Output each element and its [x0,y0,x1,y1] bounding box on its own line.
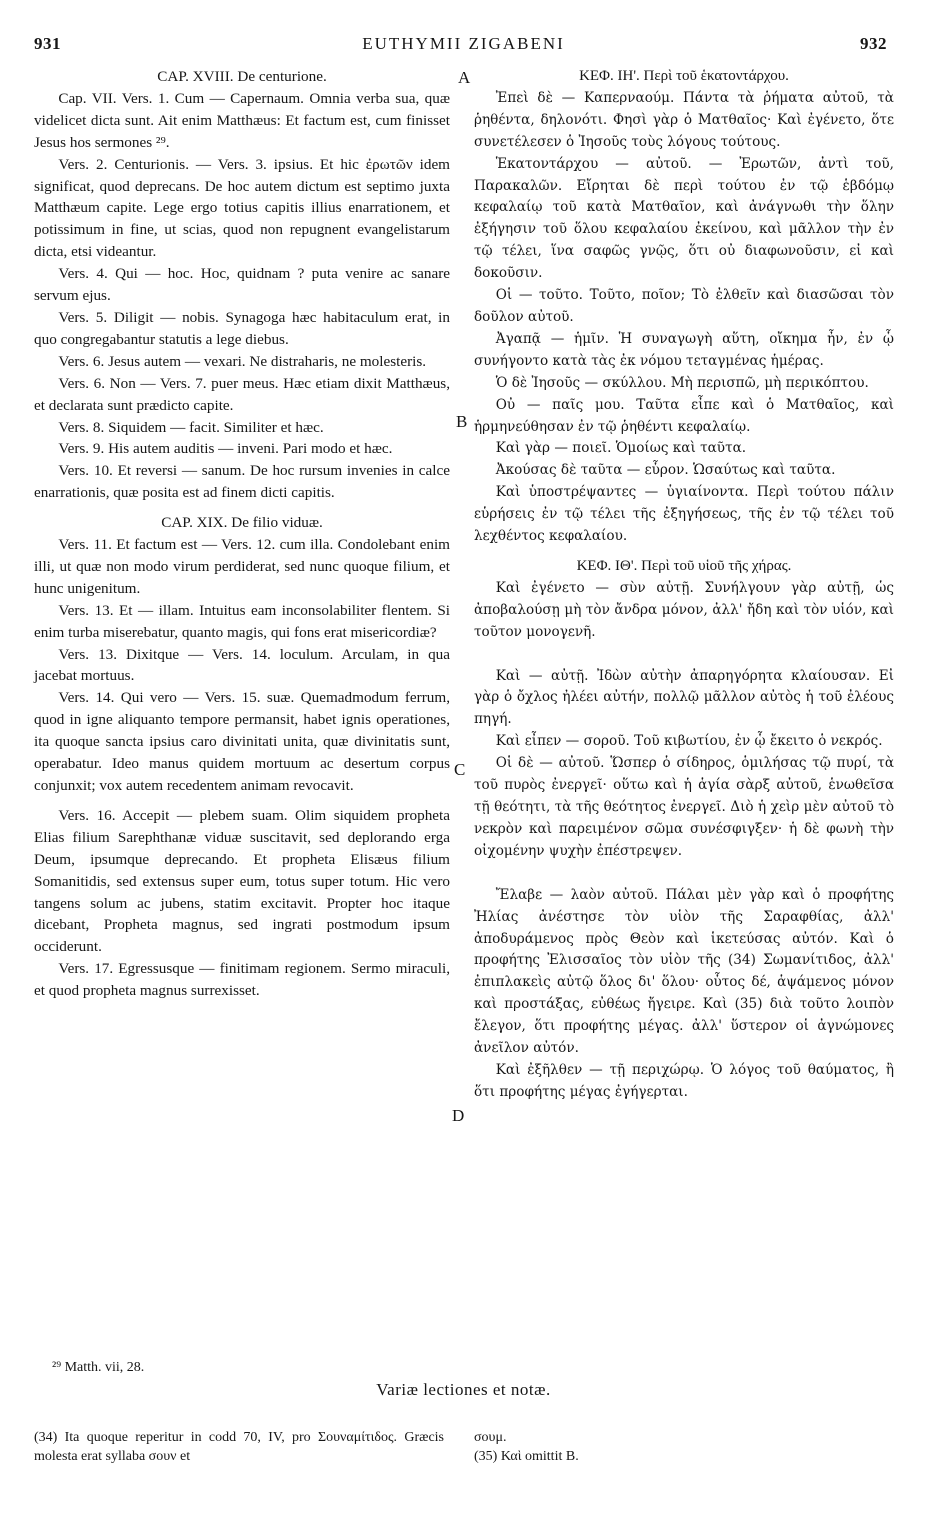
latin-paragraph: Vers. 8. Siquidem — facit. Similiter et hæc. [58,418,324,436]
greek-paragraph: Καὶ ἐγένετο — σὺν αὐτῇ. Συνήλγουν γὰρ αὐτῇ, ὡς ἀποβαλούσῃ μὴ τὸν ἄνδρα μόνον, ἀλλ' ἤδη καὶ τὸν υἱόν, καὶ τοῦτον μονογενῆ. [474,579,894,640]
greek-paragraph: Ἐπεὶ δὲ — Καπερναούμ. Πάντα τὰ ῥήματα αὐτοῦ, τὰ ῥηθέντα, δηλονότι. Φησὶ γὰρ ὁ Ματθαῖος· Καὶ ἐγένετο, ὅτε συνετέλεσεν ὁ Ἰησοῦς τοὺς λόγους τούτους. [474,89,894,150]
latin-column [34,66,450,1002]
greek-paragraph: ΚΕΦ. ΙΘ'. Περὶ τοῦ υἱοῦ τῆς χήρας. [576,557,792,574]
greek-paragraph: Ἔλαβε — λαὸν αὐτοῦ. Πάλαι μὲν γὰρ καὶ ὁ προφήτης Ἠλίας ἀνέστησε τὸν υἱὸν τῆς Σαραφθίας, ἀλλ' ἀποδυράμενος πρὸς Θεὸν καὶ ἱκετεύσας αὐτόν. Καὶ ὁ προφήτης Ἐλισσαῖος τὸν υἱὸν τῆς (34) Σωμανίτιδος, ἀλλ' ἐπιπλακεὶς αὐτῷ ὅλος δι' ὅλου· οὗτος δέ, ἁψάμενος μόνον καὶ προστάξας, εὐθέως ἤγειρε. Καὶ (35) διὰ τοῦτο λοιπὸν ἔλεγον, ὅτι προφήτης μέγας. ἀλλ' ὕστερον οἱ ἀγνώμονες ἀνεῖλον αὐτόν. [474,886,894,1057]
greek-paragraph: Καὶ — αὐτῇ. Ἰδὼν αὐτὴν ἀπαρηγόρητα κλαίουσαν. Εἰ γὰρ ὁ ὄχλος ἠλέει αὐτήν, πολλῷ μᾶλλον αὐτὸς ἡ τοῦ ἐλέους πηγή. [474,667,894,728]
note-35: (35) Καὶ omittit B. [474,1449,579,1464]
latin-paragraph: Vers. 11. Et factum est — Vers. 12. cum illa. Condolebant enim illi, ut quæ non modo virum perdiderat, sed nunc quoque filium, et hunc unigenitum. [34,536,450,597]
latin-paragraph: Vers. 5. Diligit — nobis. Synagoga hæc habitaculum erat, in quo congregabantur statutis a lege diebus. [34,308,450,348]
greek-paragraph: Οὐ — παῖς μου. Ταῦτα εἶπε καὶ ὁ Ματθαῖος, καὶ ἡρμηνεύθησαν ἐν τῷ ῥηθέντι κεφαλαίῳ. [474,396,894,435]
margin-letter-a: A [458,68,471,87]
greek-paragraph: Οἱ — τοῦτο. Τοῦτο, ποῖον; Τὸ ἐλθεῖν καὶ διασῶσαι τὸν δοῦλον αὐτοῦ. [474,287,894,325]
margin-letter-d: D [452,1106,465,1125]
greek-paragraph: Καὶ ὑποστρέψαντες — ὑγιαίνοντα. Περὶ τούτου πάλιν εὑρήσεις ἐν τῷ τέλει τῆς ἐξηγήσεως, τῆς ἐν τῷ τέλει τοῦ λεχθέντος κεφαλαίου. [474,484,894,545]
variae-lectiones-heading: Variæ lectiones et notæ. [376,1380,551,1399]
latin-paragraph: Vers. 4. Qui — hoc. Hoc, quidnam ? puta venire ac sanare servum ejus. [34,265,450,305]
latin-paragraph: Cap. VII. Vers. 1. Cum — Capernaum. Omnia verba sua, quæ videlicet dicta sunt. Ait enim Matthæus: Et factum est, cum finisset Jesus hos sermones ²⁹. [34,89,450,151]
latin-paragraph: CAP. XVIII. De centurione. [157,68,327,85]
footnote: ²⁹ Matth. vii, 28. [52,1360,145,1375]
latin-paragraph: Vers. 17. Egressusque — finitimam regionem. Sermo miraculi, et quod propheta magnus surrexisset. [34,960,450,1000]
greek-paragraph: Καὶ εἶπεν — σοροῦ. Τοῦ κιβωτίου, ἐν ᾧ ἔκειτο ὁ νεκρός. [495,733,883,750]
greek-paragraph: Οἱ δὲ — αὐτοῦ. Ὥσπερ ὁ σίδηρος, ὁμιλήσας τῷ πυρί, τὰ τοῦ πυρὸς ἐνεργεῖ· οὕτω καὶ ἡ ἁγία σὰρξ αὐτοῦ, ἑνωθεῖσα τῇ θεότητι, τὰ τῆς θεότητος ἐνεργεῖ. Διὸ ἡ χεὶρ μὲν αὐτοῦ τὸ νεκρὸν καὶ παρειμένον σῶμα συνέσφιγξεν· ἡ δὲ φωνὴ τὴν οἰχομένην ψυχὴν ἐπέστρεψεν. [474,755,894,859]
latin-paragraph: Vers. 14. Qui vero — Vers. 15. suæ. Quemadmodum ferrum, quod in igne aliquanto tempore permansit, habet ignis operationes, ita quoque sancta ipsius caro divinitati unita, quæ divinitatis sunt, operabatur. Ideo manus quidem mortuum ac desertum corpus conjunxit; vox autem recedentem animam revocavit. [34,689,450,794]
latin-paragraph: Vers. 6. Non — Vers. 7. puer meus. Hæc etiam dixit Matthæus, et declarata sunt prædicto capite. [34,374,450,414]
page-number-right: 932 [860,34,887,53]
greek-paragraph: Καὶ γὰρ — ποιεῖ. Ὁμοίως καὶ ταῦτα. [495,440,747,457]
greek-paragraph: Καὶ ἐξῆλθεν — τῇ περιχώρῳ. Ὁ λόγος τοῦ θαύματος, ἢ ὅτι προφήτης μέγας ἐγήγερται. [474,1061,894,1100]
latin-paragraph: Vers. 13. Dixitque — Vers. 14. loculum. Arculam, in qua jacebat mortuus. [34,645,450,685]
page-number-left: 931 [34,34,61,53]
note-34-continuation: σουμ. [474,1430,507,1445]
latin-paragraph: Vers. 10. Et reversi — sanum. De hoc rursum invenies in calce enarrationis, quæ posita est ad finem dicti capitis. [34,462,450,502]
notes-right [474,1428,894,1466]
greek-paragraph: Ὁ δὲ Ἰησοῦς — σκύλλου. Μὴ περισπῶ, μὴ περικόπτου. [495,374,869,391]
greek-paragraph: Ἀγαπᾷ — ἡμῖν. Ἡ συναγωγὴ αὕτη, οἴκημα ἦν, ἐν ᾧ συνήγοντο κατὰ τὰς ἐκ νόμου τεταγμένας ἡμέρας. [474,330,894,369]
greek-paragraph: ΚΕΦ. ΙΗ'. Περὶ τοῦ ἑκατοντάρχου. [579,68,789,84]
margin-letter-c: C [454,760,466,779]
latin-paragraph: Vers. 9. His autem auditis — inveni. Pari modo et hæc. [58,440,393,458]
margin-letter-b: B [456,412,468,431]
greek-paragraph: Ἑκατοντάρχου — αὐτοῦ. — Ἐρωτῶν, ἀντὶ τοῦ, Παρακαλῶν. Εἴρηται δὲ περὶ τούτου ἐν τῷ ἑβδόμῳ κεφαλαίῳ τοῦ κατὰ Ματθαῖον, καὶ ἀνάγνωθι τὴν ὅλην ἐξήγησιν τοῦ ὅλου κεφαλαίου ἐκείνου, καὶ μᾶλλον τὴν ἐν τῷ τέλει, ἵνα σαφῶς γνῷς, ὅτι οὐ διαφωνοῦσιν, εἰ καὶ δοκοῦσιν. [474,155,894,282]
latin-paragraph: Vers. 16. Accepit — plebem suam. Olim siquidem propheta Elias filium Sarephthanæ viduæ suscitavit, sed deplorando erga Deum, ipsumque deprecando. Et propheta Elisæus filium Somanitidis, sed extensus super eum, totus super totum. Hic vero tangens solum ac jubens, statim excitavit. Propter hoc itaque dicebant, Propheta magnus, sed ingrati postmodum ipsum occiderunt. [34,806,450,956]
latin-paragraph: Vers. 13. Et — illam. Intuitus eam inconsolabiliter flentem. Si enim turba miserebatur, quanto magis, qui fons erat misericordiæ? [34,601,450,641]
note-34: (34) Ita quoque reperitur in codd 70, IV, pro Σουναμίτιδος. Græcis molesta erat syllaba σουν et [34,1430,444,1464]
latin-paragraph: Vers. 6. Jesus autem — vexari. Ne distraharis, ne molesteris. [58,352,427,370]
running-title: EUTHYMII ZIGABENI [362,34,565,53]
greek-paragraph: Ἀκούσας δὲ ταῦτα — εὗρον. Ὡσαύτως καὶ ταῦτα. [495,462,836,479]
latin-paragraph: CAP. XIX. De filio viduæ. [161,514,323,532]
latin-paragraph: Vers. 2. Centurionis. — Vers. 3. ipsius. Et hic ἐρωτῶν idem significat, quod deprecans. De hoc autem dictum est septimo juxta Matthæum capite. Lege ergo totius capitis illius enarrationem, et potissimum in fine, ut scias, quod non repugnent evangelistarum dicta, etsi videantur. [34,155,450,261]
greek-column [474,66,894,1104]
